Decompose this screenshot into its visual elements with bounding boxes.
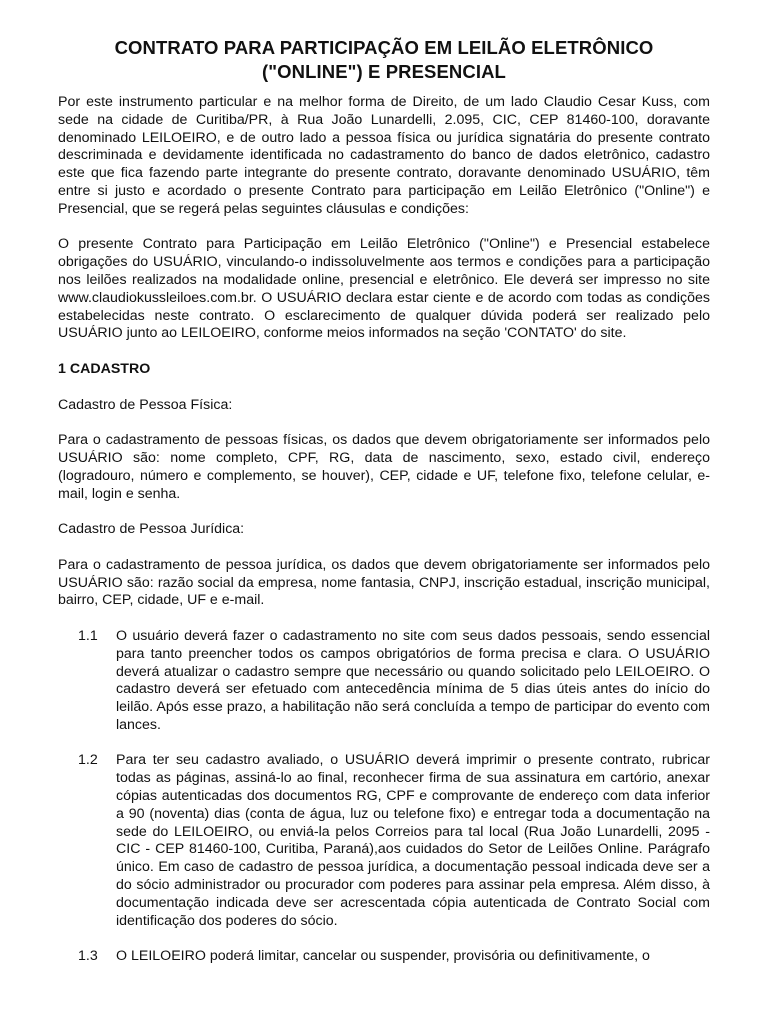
pf-label: Cadastro de Pessoa Física:: [58, 396, 233, 413]
section-heading-cadastro: 1 CADASTRO: [58, 360, 151, 377]
clause-text: O LEILOEIRO poderá limitar, cancelar ou suspender, provisória ou definitivamente, o: [116, 948, 650, 965]
scope-paragraph: O presente Contrato para Participação em Leilão Eletrônico ("Online") e Presencial estabelece obrigações do USUÁRIO, vinculando-o indissoluvelmente aos termos e condições para a participação nos leilões realizados na modalidade online, presencial e eletrônico. Ele deverá ser impresso no site www.claudiokussleiloes.com.br. O USUÁRIO declara estar ciente e de acordo com todas as condições estabelecidas neste contrato. O esclarecimento de qualquer dúvida poderá ser realizado pelo USUÁRIO junto ao LEILOEIRO, conforme meios informados na seção 'CONTATO' do site.: [58, 236, 710, 342]
clause-1-2: [58, 752, 710, 930]
clause-text: O usuário deverá fazer o cadastramento no site com seus dados pessoais, sendo essencial para tanto preencher todos os campos obrigatórios de forma precisa e clara. O USUÁRIO deverá atualizar o cadastro sempre que necessário ou quando solicitado pelo LEILOEIRO. O cadastro deverá ser efetuado com antecedência mínima de 5 dias úteis antes do início do leilão. Após esse prazo, a habilitação não será concluída a tempo de participar do evento com lances.: [116, 627, 710, 733]
title-line-2: ("ONLINE") E PRESENCIAL: [262, 61, 506, 82]
clause-number: 1.2: [78, 752, 98, 769]
document-title: [58, 36, 710, 84]
pf-paragraph: Para o cadastramento de pessoas físicas, os dados que devem obrigatoriamente ser informados pelo USUÁRIO são: nome completo, CPF, RG, data de nascimento, sexo, estado civil, endereço (logradouro, número e complemento, se houver), CEP, cidade e UF, telefone fixo, telefone celular, e-mail, login e senha.: [58, 432, 710, 502]
clause-1-1: [58, 628, 710, 735]
clause-number: 1.1: [78, 627, 98, 644]
clause-1-3: [58, 948, 710, 966]
clause-text: Para ter seu cadastro avaliado, o USUÁRIO deverá imprimir o presente contrato, rubricar todas as páginas, assiná-lo ao final, reconhecer firma de sua assinatura em cartório, anexar cópias autenticadas dos documentos RG, CPF e comprovante de endereço com data inferior a 90 (noventa) dias (conta de água, luz ou telefone fixo) e entregar toda a documentação na sede do LEILOEIRO, ou enviá-la pelos Correios para tal local (Rua João Lunardelli, 2095 - CIC - CEP 81460-100, Curitiba, Paraná),aos cuidados do Setor de Leilões Online. Parágrafo único. Em caso de cadastro de pessoa jurídica, a documentação pessoal indicada deve ser a do sócio administrador ou procurador com poderes para assinar pela empresa. Além disso, à documentação indicada deve ser acrescentada cópia autenticada de Contrato Social com identificação dos poderes do sócio.: [116, 752, 710, 929]
clause-number: 1.3: [78, 948, 98, 965]
pj-label: Cadastro de Pessoa Jurídica:: [58, 521, 245, 538]
title-line-1: CONTRATO PARA PARTICIPAÇÃO EM LEILÃO ELETRÔNICO: [114, 37, 654, 58]
intro-paragraph: Por este instrumento particular e na melhor forma de Direito, de um lado Claudio Cesar Kuss, com sede na cidade de Curitiba/PR, à Rua João Lunardelli, 2.095, CIC, CEP 81460-100, doravante denominado LEILOEIRO, e de outro lado a pessoa física ou jurídica signatária do presente contrato descriminada e devidamente identificada no cadastramento do banco de dados eletrônico, cadastro este que fica fazendo parte integrante do presente contrato, doravante denominado USUÁRIO, têm entre si justo e acordado o presente Contrato para participação em Leilão Eletrônico ("Online") e Presencial, que se regerá pelas seguintes cláusulas e condições:: [58, 94, 710, 217]
pj-paragraph: Para o cadastramento de pessoa jurídica, os dados que devem obrigatoriamente ser informados pelo USUÁRIO são: razão social da empresa, nome fantasia, CNPJ, inscrição estadual, inscrição municipal, bairro, CEP, cidade, UF e e-mail.: [58, 556, 710, 609]
